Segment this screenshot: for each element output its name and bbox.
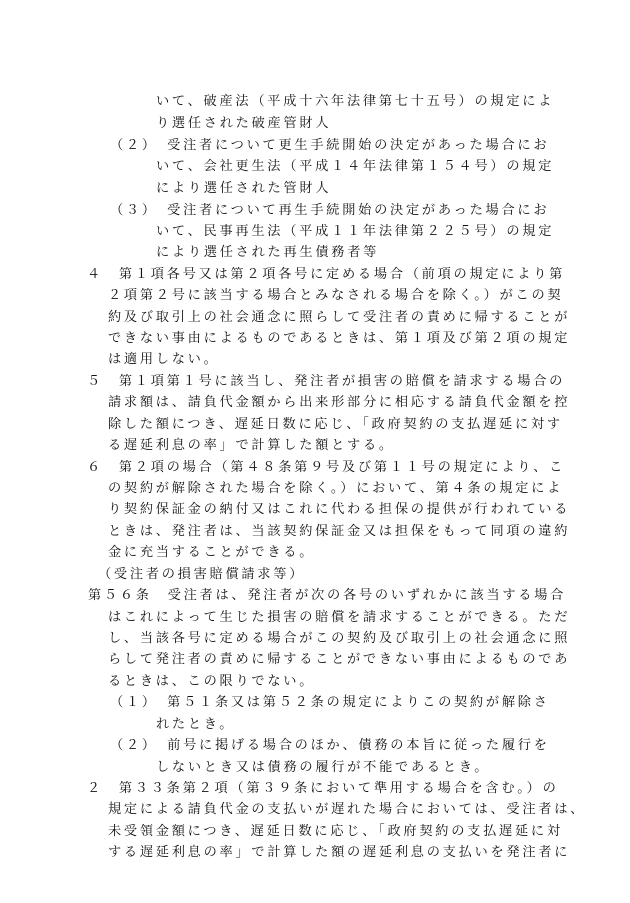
text-line: （１） 第５１条又は第５２条の規定によりこの契約が解除さ xyxy=(110,695,550,710)
text-line: により選任された再生債務者等 xyxy=(156,245,380,260)
text-line: ６ 第２項の場合（第４８条第９号及び第１１号の規定により、こ xyxy=(87,460,566,475)
text-line: の契約が解除された場合を除く。）において、第４条の規定によ xyxy=(108,481,564,496)
text-line: 規定による請負代金の支払いが遅れた場合においては、受注者は、 xyxy=(108,802,587,817)
text-line: り選任された破産管財人 xyxy=(156,116,332,131)
text-line: ときは、発注者は、当該契約保証金又は担保をもって同項の違約 xyxy=(108,524,571,539)
text-line: ４ 第１項各号又は第２項各号に定める場合（前項の規定により第 xyxy=(87,267,566,282)
text-line: いて、破産法（平成十六年法律第七十五号）の規定によ xyxy=(156,94,555,109)
section-heading: （受注者の損害賠償請求等） xyxy=(98,567,306,582)
text-line: いて、民事再生法（平成１１年法律第２２５号）の規定 xyxy=(156,224,555,239)
text-line: るときは、この限りでない。 xyxy=(108,674,316,689)
text-line: はこれによって生じた損害の賠償を請求することができる。ただ xyxy=(108,610,571,625)
text-line: により選任された管財人 xyxy=(156,181,332,196)
text-line: しないとき又は債務の履行が不能であるとき。 xyxy=(156,760,491,775)
text-line: し、当該各号に定める場合がこの契約及び取引上の社会通念に照 xyxy=(108,631,571,646)
text-line: らして発注者の責めに帰することができない事由によるものであ xyxy=(108,652,571,667)
text-line: 請求額は、請負代金額から出来形部分に相応する請負代金額を控 xyxy=(108,395,571,410)
text-line: ２ 第３３条第２項（第３９条において準用する場合を含む。）の xyxy=(87,781,559,796)
text-line: 第５６条 受注者は、発注者が次の各号のいずれかに該当する場合 xyxy=(88,588,567,603)
text-line: 金に充当することができる。 xyxy=(108,545,316,560)
text-line: 未受領金額につき、遅延日数に応じ、「政府契約の支払遅延に対 xyxy=(108,824,563,839)
text-line: いて、会社更生法（平成１４年法律第１５４号）の規定 xyxy=(156,159,555,174)
text-line: する遅延利息の率」で計算した額の遅延利息の支払いを発注者に xyxy=(108,845,571,860)
text-line: 約及び取引上の社会通念に照らして受注者の責めに帰することが xyxy=(108,310,571,325)
text-line: る遅延利息の率」で計算した額とする。 xyxy=(108,438,395,453)
text-line: （３） 受注者について再生手続開始の決定があった場合にお xyxy=(110,203,550,218)
text-line: 除した額につき、遅延日数に応じ、「政府契約の支払遅延に対す xyxy=(108,417,563,432)
text-line: （２） 受注者について更生手続開始の決定があった場合にお xyxy=(110,138,550,153)
text-line: り契約保証金の納付又はこれに代わる担保の提供が行われている xyxy=(108,502,571,517)
text-line: ２項第２号に該当する場合とみなされる場合を除く。）がこの契 xyxy=(108,288,564,303)
text-line: は適用しない。 xyxy=(108,352,220,367)
text-line: （２） 前号に掲げる場合のほか、債務の本旨に従った履行を xyxy=(110,738,550,753)
text-line: ５ 第１項第１号に該当し、発注者が損害の賠償を請求する場合の xyxy=(87,374,566,389)
text-line: れたとき。 xyxy=(156,717,236,732)
text-line: できない事由によるものであるときは、第１項及び第２項の規定 xyxy=(108,331,571,346)
